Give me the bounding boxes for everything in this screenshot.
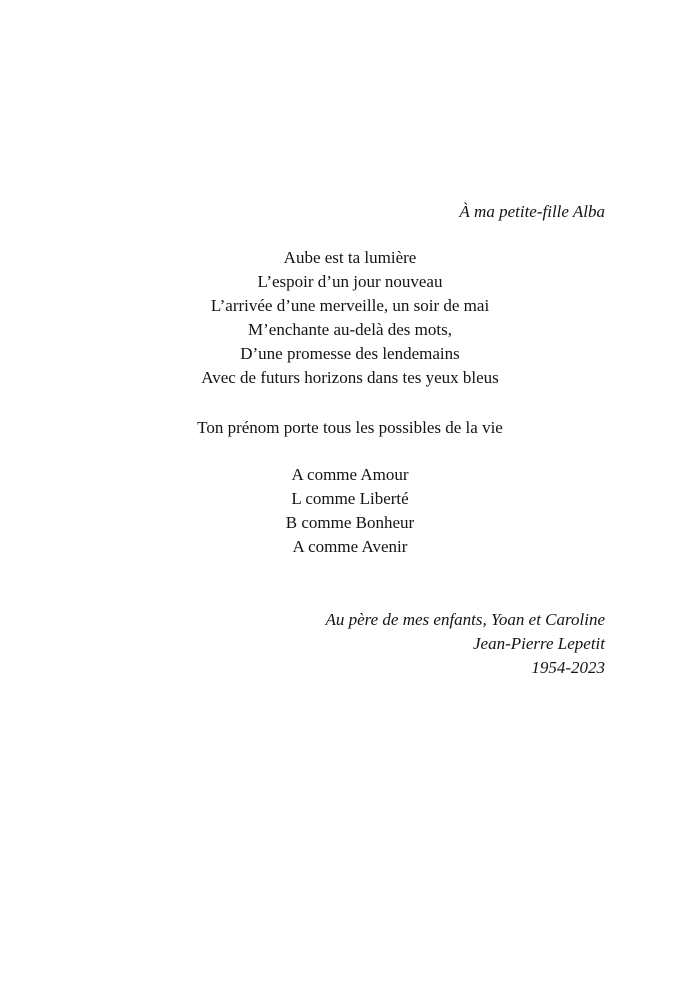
signature-years: 1954-2023 xyxy=(531,658,605,677)
poem-line: A comme Avenir xyxy=(292,537,408,556)
poem-stanza-2 xyxy=(0,416,700,440)
poem-line: L’arrivée d’une merveille, un soir de mai xyxy=(210,296,490,315)
poem-stanza-1 xyxy=(0,246,700,390)
poem-line: L comme Liberté xyxy=(291,489,409,508)
poem-line: Avec de futurs horizons dans tes yeux bleus xyxy=(201,368,499,387)
poem-line: D’une promesse des lendemains xyxy=(240,344,460,363)
poem-line: Ton prénom porte tous les possibles de la vie xyxy=(197,418,503,437)
signature-name: Jean-Pierre Lepetit xyxy=(472,634,605,653)
signature-tribute: Au père de mes enfants, Yoan et Caroline xyxy=(325,610,605,629)
poem-line: M’enchante au-delà des mots, xyxy=(248,320,452,339)
poem-line: B comme Bonheur xyxy=(285,513,415,532)
poem-line: L’espoir d’un jour nouveau xyxy=(257,272,443,291)
poem-stanza-3 xyxy=(0,463,700,559)
poem-line: A comme Amour xyxy=(291,465,409,484)
dedication-line: À ma petite-fille Alba xyxy=(459,202,605,221)
signature-block xyxy=(325,608,605,680)
poem-line: Aube est ta lumière xyxy=(283,248,417,267)
